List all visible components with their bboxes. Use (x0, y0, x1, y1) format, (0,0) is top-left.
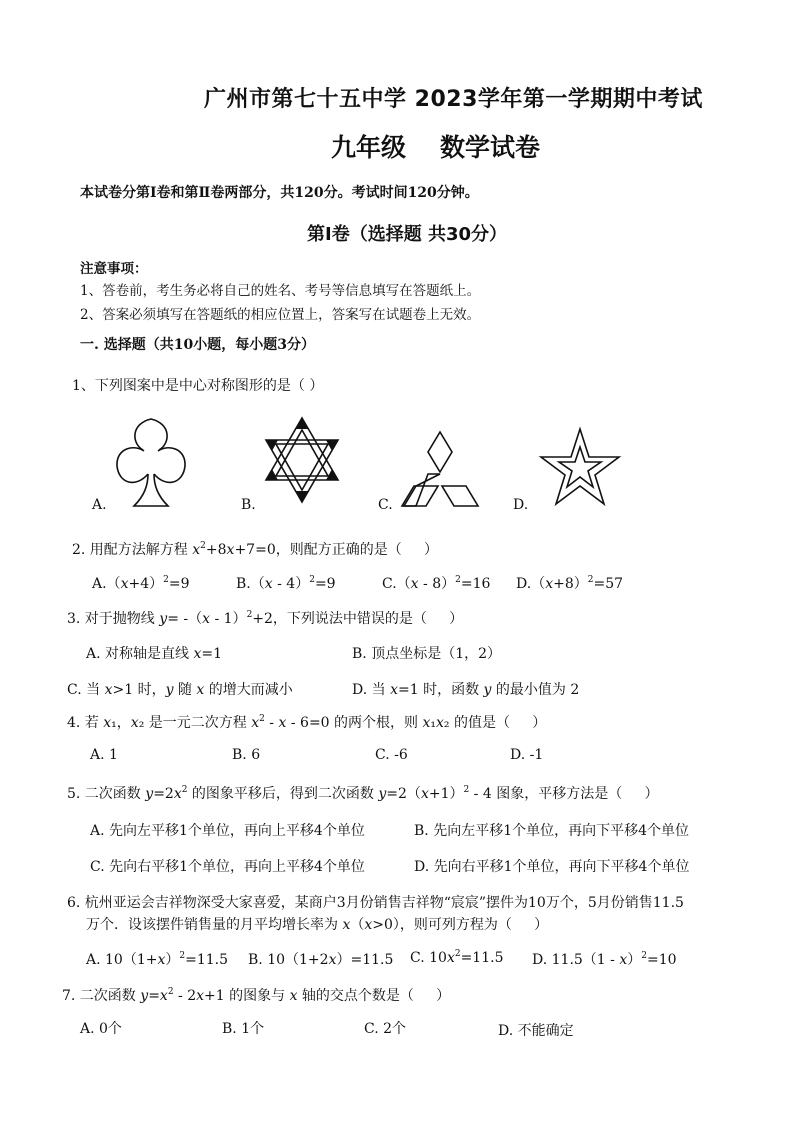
q6-option-b: B. 10（1+2x）=11.5 (248, 952, 394, 968)
q6-option-a: A. $10(1+x)^2=11.5$ (86, 951, 229, 968)
q4-option-c: C. -6 (375, 747, 408, 763)
q1-option-d-label: D. (513, 497, 529, 513)
q7-option-c: C. 2个 (364, 1021, 407, 1037)
q5-option-a: A. 先向左平移1个单位，再向上平移4个单位 (90, 823, 365, 839)
q4-option-b: B. 6 (232, 747, 261, 763)
q7-option-d: D. 不能确定 (498, 1023, 574, 1039)
q6-option-c: C. $10x^2=11.5$ (410, 949, 504, 966)
subject-label: 数学试卷 (440, 133, 541, 162)
q5-option-b: B. 先向左平移1个单位，再向下平移4个单位 (414, 823, 690, 839)
part1-title: 第Ⅰ卷（选择题 共30分） (307, 224, 508, 245)
hexagram-shape-icon (260, 414, 344, 506)
exam-subtitle (331, 128, 574, 164)
question-2-stem: 2. 用配方法解方程 $x^2+8x+7=0$，则配方正确的是（ ） (72, 541, 438, 558)
question-4-stem: 4. 若 x₁，x₂ 是一元二次方程 $x^2 - x - 6=0$ 的两个根，则 x₁x₂ 的值是（ ） (67, 714, 547, 731)
q2-option-a: $A.(x+4)^2=9$ (92, 575, 190, 592)
question-1-stem: 1、下列图案中是中心对称图形的是（ ） (72, 378, 324, 394)
note-item: 1、答卷前，考生务必将自己的姓名、考号等信息填写在答题纸上。 (80, 283, 481, 299)
exam-title: 广州市第七十五中学 2023学年第一学期期中考试 (204, 87, 703, 112)
q6-option-d: D. 11.5（1 - x）$^2$=10 (532, 951, 677, 968)
q3-option-d: D. 当 x=1 时，函数 y 的最小值为 2 (352, 682, 580, 698)
question-6-stem-line1: 6. 杭州亚运会吉祥物深受大家喜爱，某商户3月份销售吉祥物“宸宸”摆件为10万个，5月份销售11.5 (67, 895, 684, 911)
q1-option-a-label: A. (92, 497, 107, 513)
three-rhombus-shape-icon (400, 430, 480, 510)
q7-option-a: A. 0个 (80, 1021, 122, 1037)
q4-option-a: A. 1 (90, 747, 118, 763)
q5-option-d: D. 先向右平移1个单位，再向下平移4个单位 (414, 859, 690, 875)
q1-option-c-label: C. (378, 497, 393, 513)
note-item: 2、答案必须填写在答题纸的相应位置上，答案写在试题卷上无效。 (80, 307, 481, 323)
question-5-stem: 5. 二次函数 $y=2x^2$ 的图象平移后，得到二次函数 $y=2(x+1)^2 - 4$ 图象，平移方法是（ ） (67, 785, 659, 802)
q3-option-c: C. 当 x>1 时，y 随 x 的增大而减小 (67, 682, 293, 698)
q4-option-d: D. -1 (510, 747, 544, 763)
question-3-stem: 3. 对于抛物线 y= -（x - 1）$^2$+2，下列说法中错误的是（ ） (67, 610, 464, 627)
double-star-shape-icon (538, 426, 622, 508)
question-7-stem: 7. 二次函数 $y=x^2 - 2x+1$ 的图象与 x 轴的交点个数是（ ） (62, 987, 451, 1004)
q1-option-b-label: B. (241, 497, 256, 513)
q2-option-b: B.（x - 4）$^2$=9 (236, 575, 336, 592)
q5-option-c: C. 先向右平移1个单位，再向上平移4个单位 (90, 859, 365, 875)
section-heading: 一. 选择题（共10小题，每小题3分） (80, 337, 315, 353)
q2-option-d: $D.(x+8)^2=57$ (516, 575, 624, 592)
q3-option-a: A. 对称轴是直线 x=1 (86, 646, 223, 662)
question-6-stem-line2: 万个．设该摆件销售量的月平均增长率为 x（x>0），则可列方程为（ ） (86, 917, 549, 933)
notes-heading: 注意事项： (80, 261, 148, 277)
q2-option-c: C.（x - 8）$^2$=16 (382, 575, 491, 592)
club-shape-icon (112, 414, 190, 510)
q7-option-b: B. 1个 (222, 1021, 265, 1037)
exam-intro: 本试卷分第Ⅰ卷和第Ⅱ卷两部分，共120分。考试时间120分钟。 (80, 185, 479, 201)
q3-option-b: B. 顶点坐标是（1，2） (352, 646, 502, 662)
grade-label: 九年级 (331, 133, 407, 162)
